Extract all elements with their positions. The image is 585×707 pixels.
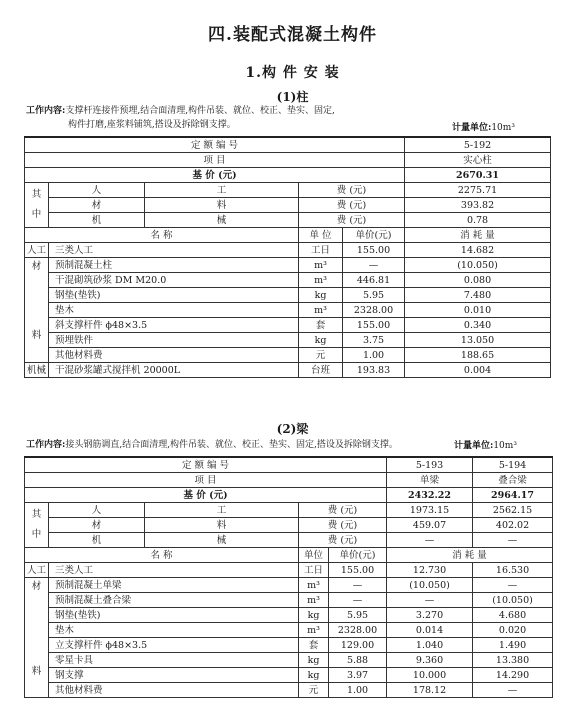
category-material-bottom: 料 — [31, 330, 42, 341]
item-label: 项 目 — [25, 473, 387, 488]
cost-value: 1973.15 — [387, 503, 473, 518]
resource-qty: 14.290 — [473, 668, 553, 683]
table-row — [25, 137, 551, 153]
resource-unit: m³ — [299, 623, 329, 638]
resource-qty: 14.682 — [405, 243, 551, 258]
category-machine: 机械 — [25, 363, 49, 378]
cost-name-1: 机 — [49, 533, 145, 548]
resource-name: 预制混凝土单梁 — [49, 578, 299, 593]
cost-name-2: 料 — [145, 518, 299, 533]
column-subtitle: (1)柱 — [276, 90, 309, 104]
resource-price: 5.88 — [329, 653, 387, 668]
resource-qty: (10.050) — [405, 258, 551, 273]
resource-price: 129.00 — [329, 638, 387, 653]
resource-qty: — — [387, 593, 473, 608]
base-price-label: 基 价 (元) — [25, 488, 387, 503]
table-row — [25, 668, 553, 683]
table-row — [25, 457, 553, 473]
col-header-price: 单价(元) — [329, 548, 387, 563]
resource-price: 155.00 — [329, 563, 387, 578]
cost-value: 402.02 — [473, 518, 553, 533]
resource-price: 155.00 — [343, 318, 405, 333]
col-header-qty: 消 耗 量 — [405, 228, 551, 243]
resource-qty: (10.050) — [473, 593, 553, 608]
resource-name: 垫木 — [49, 623, 299, 638]
table-row — [25, 363, 551, 378]
cost-value: 2275.71 — [405, 183, 551, 198]
resource-name: 预制混凝土柱 — [49, 258, 299, 273]
col-header-unit: 单位 — [299, 548, 329, 563]
table-row — [25, 563, 553, 578]
beam-unit-value: 10m³ — [493, 441, 517, 451]
table-row — [25, 198, 551, 213]
table-row — [25, 333, 551, 348]
resource-price: 1.00 — [343, 348, 405, 363]
table-row — [25, 243, 551, 258]
resource-qty: 188.65 — [405, 348, 551, 363]
resource-qty: 0.004 — [405, 363, 551, 378]
resource-price: 3.75 — [343, 333, 405, 348]
beam-work-label: 工作内容: — [26, 440, 66, 450]
resource-name: 三类人工 — [49, 243, 299, 258]
resource-name: 零星卡具 — [49, 653, 299, 668]
table-row — [25, 488, 553, 503]
resource-name: 钢垫(垫铁) — [49, 608, 299, 623]
cost-name-3: 费 (元) — [299, 213, 405, 228]
table-row — [25, 533, 553, 548]
cost-name-2: 工 — [145, 503, 299, 518]
cost-name-1: 材 — [49, 198, 145, 213]
table-row — [25, 638, 553, 653]
beam-quota-table — [24, 456, 553, 698]
table-row — [25, 213, 551, 228]
table-row — [25, 518, 553, 533]
col-header-qty: 消 耗 量 — [387, 548, 553, 563]
table-row — [25, 168, 551, 183]
resource-unit: 元 — [299, 683, 329, 698]
table-row — [25, 303, 551, 318]
cost-name-2: 械 — [145, 533, 299, 548]
table-row — [25, 548, 553, 563]
item-label: 项 目 — [25, 153, 405, 168]
cost-group-label: 其 中 — [25, 183, 49, 228]
resource-unit: kg — [299, 333, 343, 348]
resource-qty: 9.360 — [387, 653, 473, 668]
category-material-top: 材 — [31, 581, 42, 592]
resource-name: 垫木 — [49, 303, 299, 318]
table-row — [25, 318, 551, 333]
resource-qty: 1.040 — [387, 638, 473, 653]
base-price-label: 基 价 (元) — [25, 168, 405, 183]
col-header-unit: 单 位 — [299, 228, 343, 243]
col-header-name: 名 称 — [25, 548, 299, 563]
beam-unit-label: 计量单位: — [454, 441, 494, 451]
resource-unit: kg — [299, 668, 329, 683]
resource-name: 钢支撑 — [49, 668, 299, 683]
column-work-line1: 支撑杆连接件预埋,结合面清理,构件吊装、就位、校正、垫实、固定, — [65, 106, 335, 116]
table-row — [25, 473, 553, 488]
resource-unit: kg — [299, 288, 343, 303]
resource-name: 其他材料费 — [49, 683, 299, 698]
cost-value: — — [387, 533, 473, 548]
beam-work-line1: 接头钢筋调直,结合面清理,构件吊装、就位、校正、垫实、固定,搭设及拆除钢支撑。 — [65, 440, 398, 450]
resource-name: 立支撑杆件 ϕ48×3.5 — [49, 638, 299, 653]
resource-price: — — [343, 258, 405, 273]
resource-name: 预埋铁件 — [49, 333, 299, 348]
resource-unit: m³ — [299, 258, 343, 273]
table-row — [25, 578, 553, 593]
code-value: 5-193 — [387, 457, 473, 473]
category-labor: 人工 — [25, 243, 49, 258]
resource-qty: 0.020 — [473, 623, 553, 638]
table-row — [25, 608, 553, 623]
cost-name-3: 费 (元) — [299, 533, 387, 548]
col-header-name: 名 称 — [25, 228, 299, 243]
cost-name-3: 费 (元) — [299, 503, 387, 518]
resource-price: 446.81 — [343, 273, 405, 288]
base-price-value: 2670.31 — [405, 168, 551, 183]
resource-qty: 0.340 — [405, 318, 551, 333]
item-value: 实心柱 — [405, 153, 551, 168]
resource-qty: 7.480 — [405, 288, 551, 303]
resource-unit: m³ — [299, 303, 343, 318]
table-row — [25, 228, 551, 243]
resource-name: 三类人工 — [49, 563, 299, 578]
table-row — [25, 273, 551, 288]
table-row — [25, 503, 553, 518]
cost-name-3: 费 (元) — [299, 198, 405, 213]
cost-name-1: 人 — [49, 183, 145, 198]
resource-price: 155.00 — [343, 243, 405, 258]
table-row — [25, 183, 551, 198]
resource-name: 钢垫(垫铁) — [49, 288, 299, 303]
item-value: 叠合梁 — [473, 473, 553, 488]
resource-qty: 1.490 — [473, 638, 553, 653]
resource-price: 193.83 — [343, 363, 405, 378]
column-unit — [452, 120, 515, 133]
resource-unit: 套 — [299, 638, 329, 653]
column-unit-value: 10m³ — [491, 123, 515, 133]
resource-price: 2328.00 — [343, 303, 405, 318]
base-price-value: 2964.17 — [473, 488, 553, 503]
table-row — [25, 348, 551, 363]
resource-price: 5.95 — [343, 288, 405, 303]
code-label: 定 额 编 号 — [25, 137, 405, 153]
item-value: 单梁 — [387, 473, 473, 488]
resource-qty: 13.050 — [405, 333, 551, 348]
resource-unit: m³ — [299, 273, 343, 288]
col-header-price: 单价(元) — [343, 228, 405, 243]
column-quota-table — [24, 136, 551, 378]
cost-name-3: 费 (元) — [299, 183, 405, 198]
resource-qty: 178.12 — [387, 683, 473, 698]
column-work-line2: 构件打磨,座浆料铺筑,搭设及拆除钢支撑。 — [68, 120, 236, 130]
resource-price: 2328.00 — [329, 623, 387, 638]
cost-value: 2562.15 — [473, 503, 553, 518]
category-material — [25, 578, 49, 698]
table-row — [25, 653, 553, 668]
category-labor: 人工 — [25, 563, 49, 578]
column-unit-label: 计量单位: — [452, 123, 492, 133]
code-value: 5-194 — [473, 457, 553, 473]
resource-unit: kg — [299, 608, 329, 623]
column-work-label: 工作内容: — [26, 106, 66, 116]
code-label: 定 额 编 号 — [25, 457, 387, 473]
table-row — [25, 288, 551, 303]
resource-qty: — — [473, 578, 553, 593]
resource-name: 斜支撑杆件 ϕ48×3.5 — [49, 318, 299, 333]
resource-qty: 3.270 — [387, 608, 473, 623]
cost-name-1: 人 — [49, 503, 145, 518]
base-price-value: 2432.22 — [387, 488, 473, 503]
resource-qty: 0.014 — [387, 623, 473, 638]
resource-price: 1.00 — [329, 683, 387, 698]
resource-qty: 12.730 — [387, 563, 473, 578]
section-title: 1.构 件 安 装 — [245, 65, 340, 81]
cost-value: 0.78 — [405, 213, 551, 228]
cost-name-1: 材 — [49, 518, 145, 533]
cost-group-label: 其 中 — [25, 503, 49, 548]
resource-price: 3.97 — [329, 668, 387, 683]
table-row — [25, 153, 551, 168]
resource-qty: 16.530 — [473, 563, 553, 578]
resource-qty: 13.380 — [473, 653, 553, 668]
resource-unit: 台班 — [299, 363, 343, 378]
cost-name-2: 械 — [145, 213, 299, 228]
table-row — [25, 593, 553, 608]
resource-qty: 0.080 — [405, 273, 551, 288]
beam-subtitle: (2)梁 — [276, 422, 309, 436]
chapter-title: 四.装配式混凝土构件 — [208, 25, 377, 45]
table-row — [25, 623, 553, 638]
resource-unit: kg — [299, 653, 329, 668]
resource-unit: 元 — [299, 348, 343, 363]
resource-qty: — — [473, 683, 553, 698]
resource-price: — — [329, 578, 387, 593]
cost-name-1: 机 — [49, 213, 145, 228]
resource-qty: 4.680 — [473, 608, 553, 623]
resource-name: 干混砌筑砂浆 DM M20.0 — [49, 273, 299, 288]
resource-unit: 工日 — [299, 243, 343, 258]
resource-name: 其他材料费 — [49, 348, 299, 363]
resource-unit: m³ — [299, 593, 329, 608]
table-row — [25, 258, 551, 273]
resource-name: 干混砂浆罐式搅拌机 20000L — [49, 363, 299, 378]
category-material-top: 材 — [31, 261, 42, 272]
resource-name: 预制混凝土叠合梁 — [49, 593, 299, 608]
cost-name-2: 料 — [145, 198, 299, 213]
cost-value: — — [473, 533, 553, 548]
resource-qty: 10.000 — [387, 668, 473, 683]
resource-qty: 0.010 — [405, 303, 551, 318]
resource-price: — — [329, 593, 387, 608]
resource-qty: (10.050) — [387, 578, 473, 593]
cost-value: 459.07 — [387, 518, 473, 533]
resource-unit: m³ — [299, 578, 329, 593]
cost-value: 393.82 — [405, 198, 551, 213]
cost-name-2: 工 — [145, 183, 299, 198]
beam-unit — [454, 438, 517, 451]
cost-name-3: 费 (元) — [299, 518, 387, 533]
resource-price: 5.95 — [329, 608, 387, 623]
category-material — [25, 258, 49, 363]
resource-unit: 套 — [299, 318, 343, 333]
code-value: 5-192 — [405, 137, 551, 153]
resource-unit: 工日 — [299, 563, 329, 578]
table-row — [25, 683, 553, 698]
category-material-bottom: 料 — [31, 666, 42, 677]
